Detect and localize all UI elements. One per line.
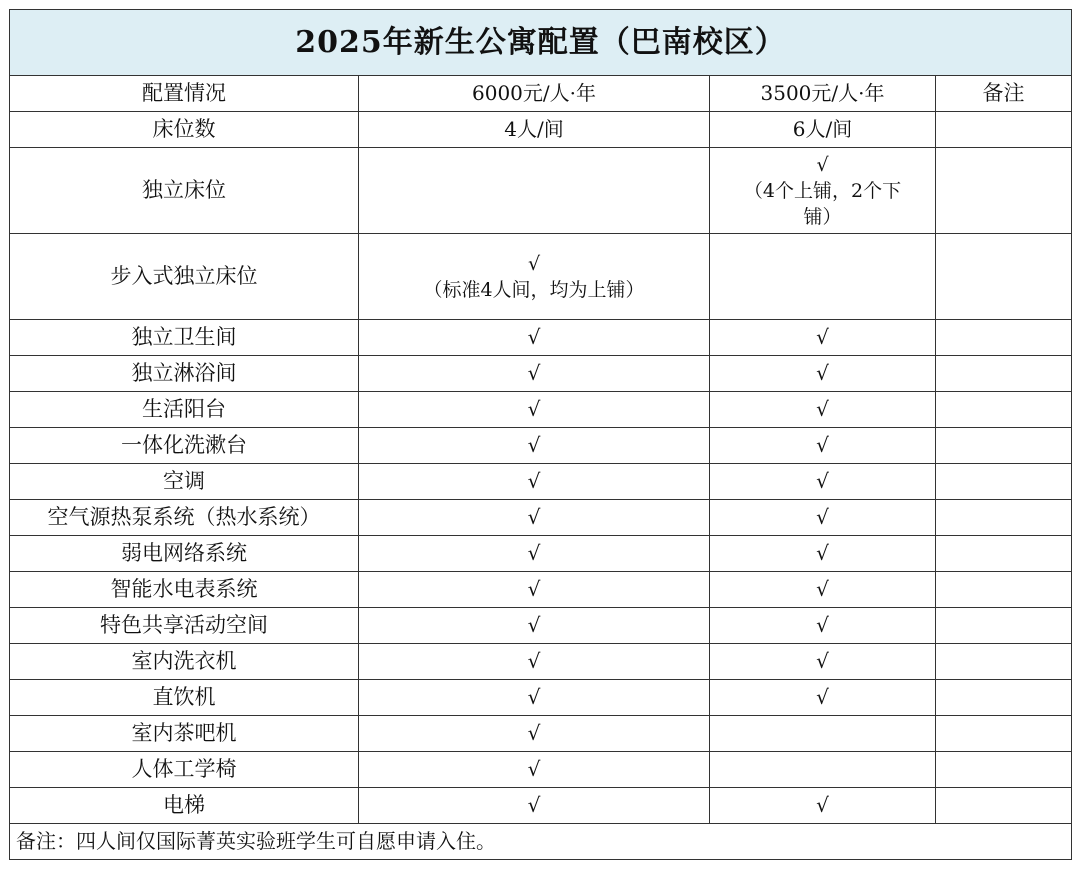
table-row [10, 716, 1072, 752]
plan-3500-cell: 6人/间 [710, 112, 936, 148]
plan-6000-cell: √ [359, 392, 710, 428]
table-row [10, 234, 1072, 320]
remark-cell [936, 536, 1072, 572]
table-row [10, 356, 1072, 392]
table-title: 2025年新生公寓配置（巴南校区） [10, 10, 1072, 76]
table-row [10, 608, 1072, 644]
table-row [10, 464, 1072, 500]
table-row [10, 148, 1072, 234]
plan-3500-cell: √ [710, 572, 936, 608]
check-mark: √ [816, 153, 829, 176]
table-row [10, 112, 1072, 148]
table-row [10, 428, 1072, 464]
row-label: 一体化洗漱台 [10, 428, 359, 464]
table-row [10, 536, 1072, 572]
row-label: 电梯 [10, 788, 359, 824]
remark-cell [936, 148, 1072, 234]
row-label: 步入式独立床位 [10, 234, 359, 320]
remark-cell [936, 112, 1072, 148]
remark-cell [936, 428, 1072, 464]
plan-3500-cell: √ [710, 320, 936, 356]
plan-3500-cell [710, 752, 936, 788]
plan-3500-cell: √ [710, 536, 936, 572]
header-config: 配置情况 [10, 76, 359, 112]
remark-cell [936, 680, 1072, 716]
remark-cell [936, 608, 1072, 644]
row-label: 床位数 [10, 112, 359, 148]
cell-note: （标准4人间，均为上铺） [423, 278, 645, 301]
plan-6000-cell: √ [359, 680, 710, 716]
row-label: 生活阳台 [10, 392, 359, 428]
row-label: 独立卫生间 [10, 320, 359, 356]
plan-3500-cell: √ [710, 644, 936, 680]
table-row [10, 788, 1072, 824]
plan-6000-cell: √ [359, 536, 710, 572]
plan-6000-cell: √ [359, 428, 710, 464]
footnote: 备注：四人间仅国际菁英实验班学生可自愿申请入住。 [10, 824, 1072, 860]
row-label: 独立淋浴间 [10, 356, 359, 392]
remark-cell [936, 572, 1072, 608]
plan-6000-cell: √ [359, 572, 710, 608]
plan-6000-cell [359, 234, 710, 320]
table-row [10, 752, 1072, 788]
plan-6000-cell: 4人/间 [359, 112, 710, 148]
cell-note: （4个上铺，2个下铺） [743, 179, 902, 228]
plan-3500-cell: √ [710, 680, 936, 716]
row-label: 特色共享活动空间 [10, 608, 359, 644]
plan-6000-cell: √ [359, 320, 710, 356]
plan-6000-cell: √ [359, 464, 710, 500]
remark-cell [936, 788, 1072, 824]
header-remark: 备注 [936, 76, 1072, 112]
remark-cell [936, 500, 1072, 536]
plan-3500-cell [710, 148, 936, 234]
row-label: 空调 [10, 464, 359, 500]
remark-cell [936, 392, 1072, 428]
row-label: 弱电网络系统 [10, 536, 359, 572]
table-row [10, 680, 1072, 716]
plan-3500-cell: √ [710, 356, 936, 392]
plan-6000-cell: √ [359, 716, 710, 752]
table-row [10, 572, 1072, 608]
header-plan-6000: 6000元/人·年 [359, 76, 710, 112]
dorm-config-table [9, 9, 1072, 860]
row-label: 独立床位 [10, 148, 359, 234]
plan-6000-cell: √ [359, 356, 710, 392]
table-row [10, 500, 1072, 536]
remark-cell [936, 644, 1072, 680]
row-label: 空气源热泵系统（热水系统） [10, 500, 359, 536]
plan-6000-cell: √ [359, 608, 710, 644]
header-plan-3500: 3500元/人·年 [710, 76, 936, 112]
plan-3500-cell: √ [710, 788, 936, 824]
row-label: 直饮机 [10, 680, 359, 716]
plan-6000-cell: √ [359, 788, 710, 824]
remark-cell [936, 752, 1072, 788]
plan-3500-cell: √ [710, 500, 936, 536]
row-label: 人体工学椅 [10, 752, 359, 788]
plan-3500-cell [710, 716, 936, 752]
plan-3500-cell: √ [710, 608, 936, 644]
plan-6000-cell [359, 148, 710, 234]
plan-6000-cell: √ [359, 644, 710, 680]
row-label: 室内茶吧机 [10, 716, 359, 752]
plan-6000-cell: √ [359, 752, 710, 788]
row-label: 室内洗衣机 [10, 644, 359, 680]
plan-3500-cell [710, 234, 936, 320]
plan-6000-cell: √ [359, 500, 710, 536]
plan-3500-cell: √ [710, 464, 936, 500]
remark-cell [936, 234, 1072, 320]
remark-cell [936, 320, 1072, 356]
table-row [10, 320, 1072, 356]
remark-cell [936, 464, 1072, 500]
table-row [10, 392, 1072, 428]
plan-3500-cell: √ [710, 392, 936, 428]
row-label: 智能水电表系统 [10, 572, 359, 608]
table-row [10, 644, 1072, 680]
remark-cell [936, 356, 1072, 392]
check-mark: √ [527, 252, 541, 275]
remark-cell [936, 716, 1072, 752]
plan-3500-cell: √ [710, 428, 936, 464]
